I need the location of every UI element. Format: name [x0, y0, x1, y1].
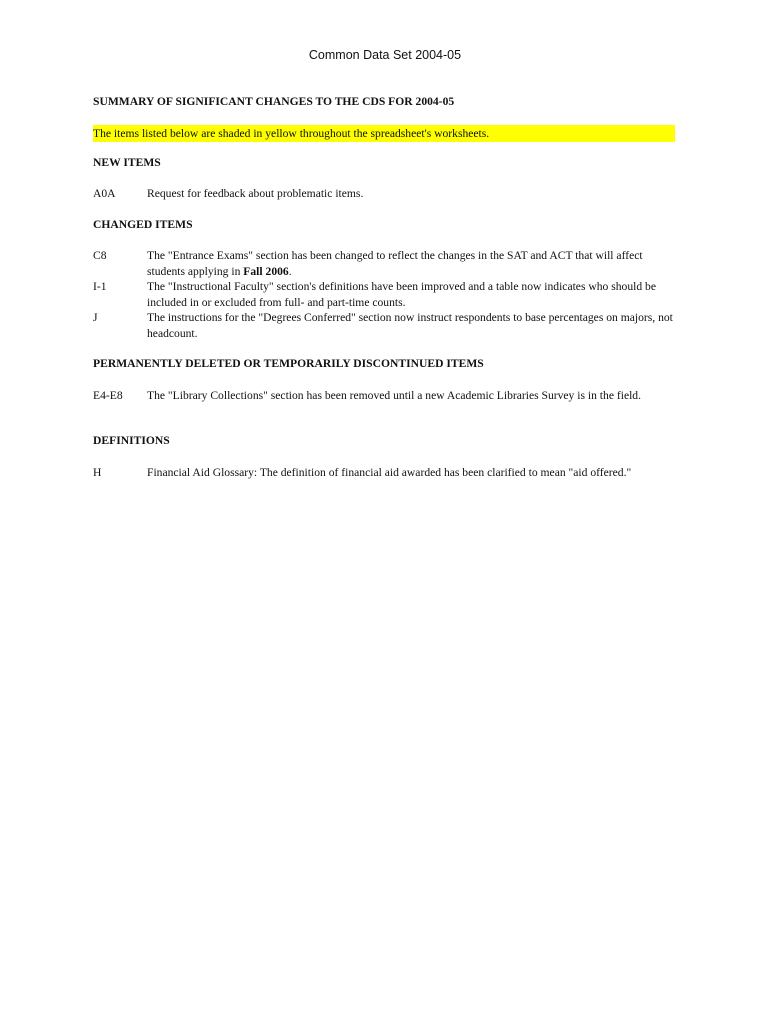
item-text-before: The "Entrance Exams" section has been changed to reflect the changes in the SAT and ACT that will affect students applying in [147, 249, 643, 278]
item-code: J [93, 311, 98, 324]
summary-title: SUMMARY OF SIGNIFICANT CHANGES TO THE CDS FOR 2004-05 [93, 95, 455, 108]
item-description: The "Instructional Faculty" section's definitions have been improved and a table now indicates who should be included in or excluded from full- and part-time counts. [147, 280, 656, 309]
document-body [93, 94, 675, 480]
new-items-heading: NEW ITEMS [93, 155, 161, 169]
deleted-item-row [93, 388, 675, 404]
changed-item-row [93, 310, 675, 341]
new-item-row [93, 186, 675, 202]
page-header: Common Data Set 2004-05 [308, 48, 462, 62]
item-code: E4-E8 [93, 388, 123, 402]
item-description: Request for feedback about problematic items. [147, 187, 364, 200]
changed-item-row [93, 279, 675, 310]
item-code: A0A [93, 187, 116, 200]
changed-item-row [93, 248, 675, 279]
item-description: Financial Aid Glossary: The definition of financial aid awarded has been clarified to mean "aid offered." [147, 465, 632, 479]
deleted-items-heading: PERMANENTLY DELETED OR TEMPORARILY DISCONTINUED ITEMS [93, 357, 484, 370]
definitions-heading: DEFINITIONS [93, 434, 170, 447]
item-text-after: . [288, 264, 292, 278]
highlight-note: The items listed below are shaded in yellow throughout the spreadsheet's worksheets. [93, 125, 675, 142]
item-text-bold: Fall 2006 [243, 264, 289, 278]
item-description: The instructions for the "Degrees Conferred" section now instruct respondents to base percentages on majors, not headcount. [147, 311, 673, 340]
item-code: I-1 [93, 280, 107, 293]
item-code: H [93, 465, 102, 479]
item-description: The "Library Collections" section has been removed until a new Academic Libraries Survey is in the field. [147, 388, 642, 402]
item-description [147, 248, 675, 279]
changed-items-heading: CHANGED ITEMS [93, 217, 193, 231]
definition-row [93, 465, 675, 481]
item-code: C8 [93, 249, 107, 262]
